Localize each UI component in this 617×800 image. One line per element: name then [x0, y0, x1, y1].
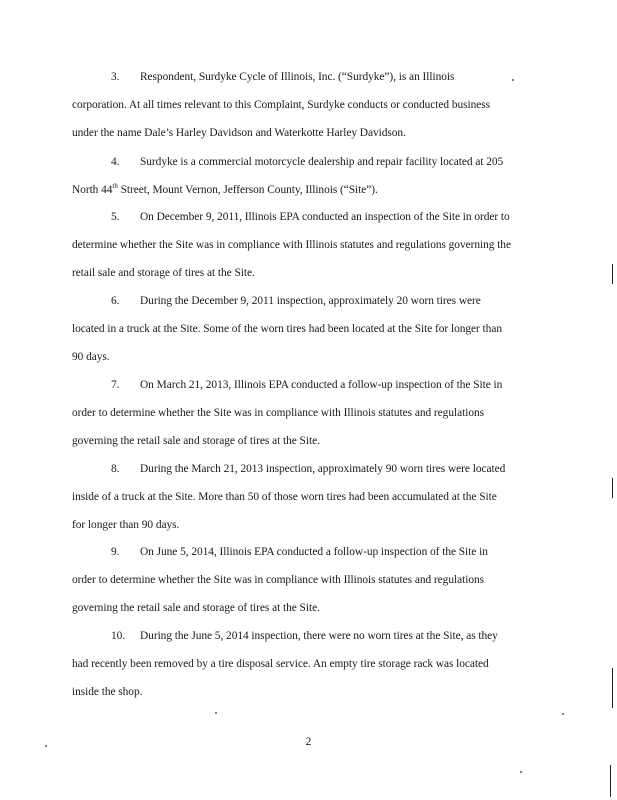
paragraph-line: order to determine whether the Site was in compliance with Illinois statutes and regulations	[72, 574, 484, 587]
paragraph-line: During the June 5, 2014 inspection, there were no worn tires at the Site, as they	[140, 630, 498, 642]
paragraph-5	[72, 203, 546, 288]
scan-margin-mark	[610, 765, 611, 797]
scan-speck	[215, 712, 217, 714]
scan-speck	[562, 713, 564, 715]
paragraph-line: On December 9, 2011, Illinois EPA conducted an inspection of the Site in order to	[140, 211, 510, 223]
scan-speck	[512, 79, 514, 81]
paragraph-line: On June 5, 2014, Illinois EPA conducted a follow-up inspection of the Site in	[140, 546, 488, 558]
paragraph-line: Respondent, Surdyke Cycle of Illinois, Inc. (“Surdyke”), is an Illinois	[140, 71, 455, 83]
paragraph-number: 6.	[111, 295, 120, 307]
scan-margin-mark	[612, 264, 613, 284]
scan-speck	[45, 745, 47, 747]
scan-margin-mark	[612, 478, 613, 498]
paragraph-line: had recently been removed by a tire disposal service. An empty tire storage rack was located	[72, 658, 489, 671]
scan-speck	[520, 771, 522, 773]
paragraph-3	[72, 63, 546, 148]
paragraph-line: During the March 21, 2013 inspection, approximately 90 worn tires were located	[140, 463, 506, 475]
paragraph-8	[72, 455, 546, 540]
paragraph-number: 10.	[111, 630, 126, 642]
paragraph-4	[72, 148, 546, 204]
paragraph-line: inside of a truck at the Site. More than 50 of those worn tires had been accumulated at the Site	[72, 491, 497, 504]
paragraph-6	[72, 287, 546, 372]
paragraph-number: 4.	[111, 156, 120, 168]
paragraph-number: 9.	[111, 546, 120, 558]
paragraph-line: retail sale and storage of tires at the Site.	[72, 267, 255, 280]
paragraph-line: Surdyke is a commercial motorcycle dealership and repair facility located at 205	[140, 156, 504, 168]
paragraph-7	[72, 371, 546, 456]
paragraph-line: 90 days.	[72, 351, 110, 364]
paragraph-line: governing the retail sale and storage of tires at the Site.	[72, 602, 320, 615]
paragraph-line: During the December 9, 2011 inspection, approximately 20 worn tires were	[140, 295, 481, 307]
paragraph-line: North 44th Street, Mount Vernon, Jefferson County, Illinois (“Site”).	[72, 182, 378, 197]
paragraph-line: for longer than 90 days.	[72, 519, 180, 532]
paragraph-number: 7.	[111, 379, 120, 391]
paragraph-line: On March 21, 2013, Illinois EPA conducted a follow-up inspection of the Site in	[140, 379, 503, 391]
paragraph-line: located in a truck at the Site. Some of the worn tires had been located at the Site for longer than	[72, 323, 502, 336]
paragraph-line: inside the shop.	[72, 686, 143, 699]
page-number: 2	[305, 736, 312, 748]
paragraph-number: 8.	[111, 463, 120, 475]
paragraph-9	[72, 538, 546, 623]
paragraph-line: under the name Dale’s Harley Davidson and Waterkotte Harley Davidson.	[72, 127, 406, 140]
paragraph-10	[72, 622, 546, 707]
paragraph-line: governing the retail sale and storage of tires at the Site.	[72, 435, 320, 448]
ordinal-superscript: th	[112, 182, 118, 191]
paragraph-line: determine whether the Site was in compliance with Illinois statutes and regulations governing the	[72, 239, 511, 252]
paragraph-number: 5.	[111, 211, 120, 223]
paragraph-line: order to determine whether the Site was in compliance with Illinois statutes and regulations	[72, 407, 484, 420]
paragraph-line: corporation. At all times relevant to this Complaint, Surdyke conducts or conducted business	[72, 99, 491, 112]
paragraph-number: 3.	[111, 71, 120, 83]
scan-margin-mark	[612, 668, 613, 708]
